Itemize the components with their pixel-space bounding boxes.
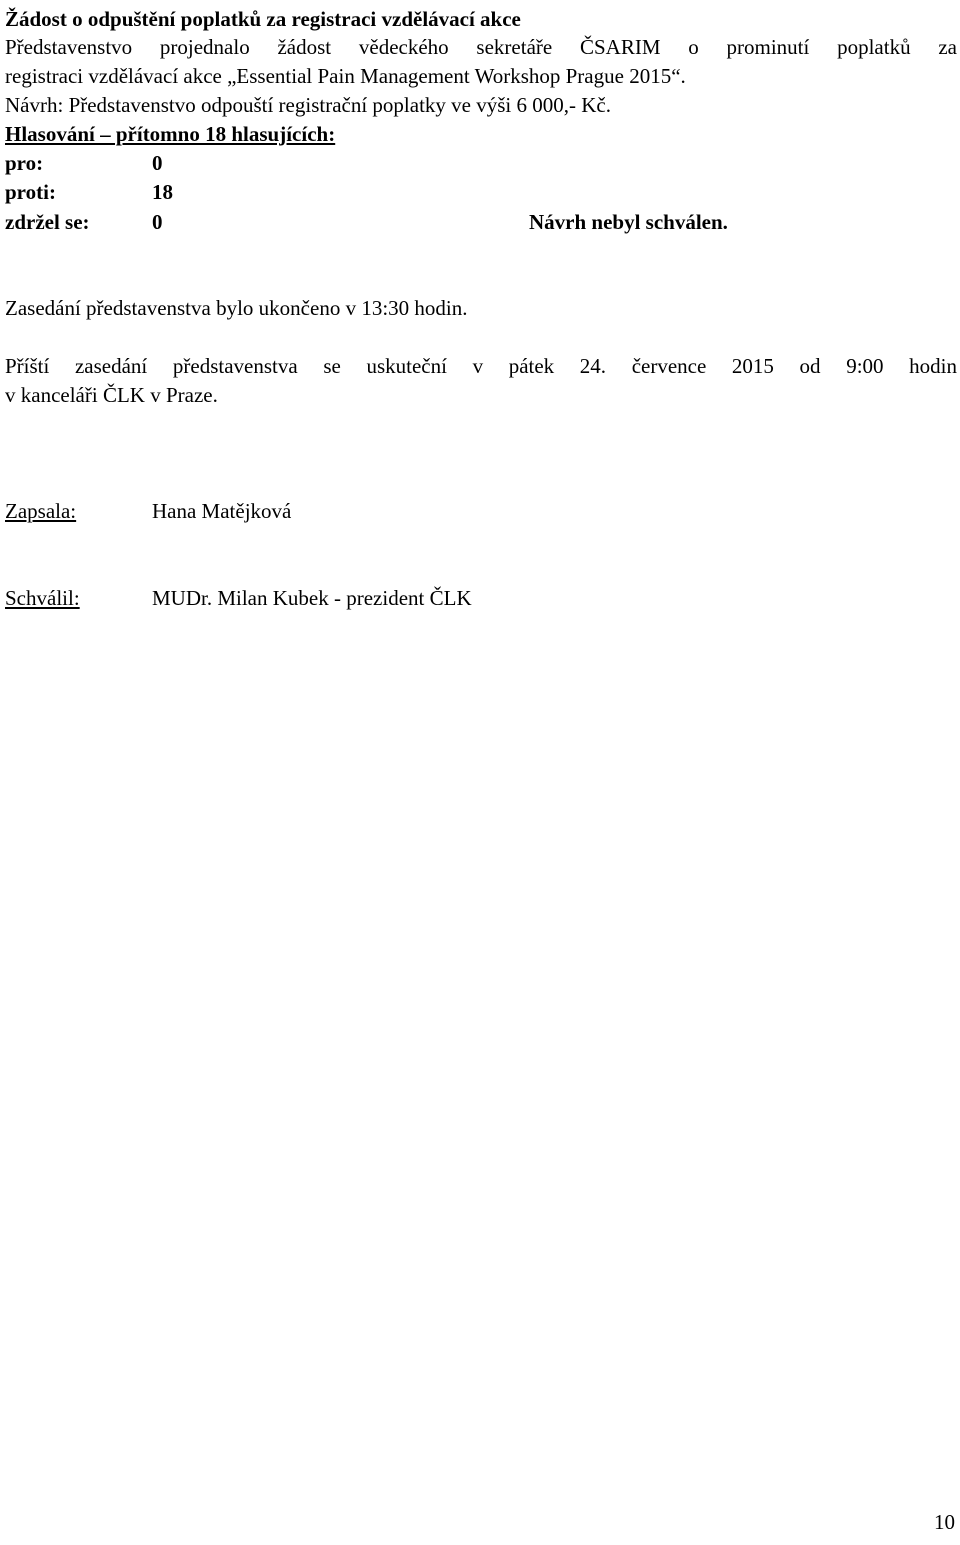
vote-abstain-label: zdržel se: — [5, 210, 90, 234]
request-body-line-1: Představenstvo projednalo žádost vědeckého sekretáře ČSARIM o prominutí poplatků za — [5, 35, 957, 59]
request-title: Žádost o odpuštění poplatků za registraci vzdělávací akce — [5, 7, 521, 31]
vote-for-label: pro: — [5, 151, 44, 175]
vote-abstain-value: 0 — [152, 210, 163, 234]
page-number: 10 — [934, 1510, 955, 1534]
recorded-by-name: Hana Matějková — [152, 499, 292, 523]
vote-row-for — [5, 149, 163, 177]
approved-by-name: MUDr. Milan Kubek - prezident ČLK — [152, 586, 472, 610]
vote-title: Hlasování – přítomno 18 hlasujících: — [5, 122, 336, 146]
vote-against-value: 18 — [152, 180, 173, 204]
vote-row-against — [5, 178, 173, 206]
next-meeting-line-1: Příští zasedání představenstva se uskuteční v pátek 24. července 2015 od 9:00 hodin — [5, 354, 957, 378]
recorded-by-label: Zapsala: — [5, 499, 77, 523]
vote-against-label: proti: — [5, 180, 56, 204]
proposal-text: Návrh: Představenstvo odpouští registrační poplatky ve výši 6 000,- Kč. — [5, 93, 611, 117]
meeting-ended-text: Zasedání představenstva bylo ukončeno v 13:30 hodin. — [5, 296, 468, 320]
next-meeting-line-2: v kanceláři ČLK v Praze. — [5, 383, 218, 407]
vote-row-abstain — [5, 208, 905, 236]
approved-by-label: Schválil: — [5, 586, 80, 610]
request-body-line-2: registraci vzdělávací akce „Essential Pain Management Workshop Prague 2015“. — [5, 64, 686, 88]
vote-result: Návrh nebyl schválen. — [529, 210, 728, 234]
vote-for-value: 0 — [152, 151, 163, 175]
